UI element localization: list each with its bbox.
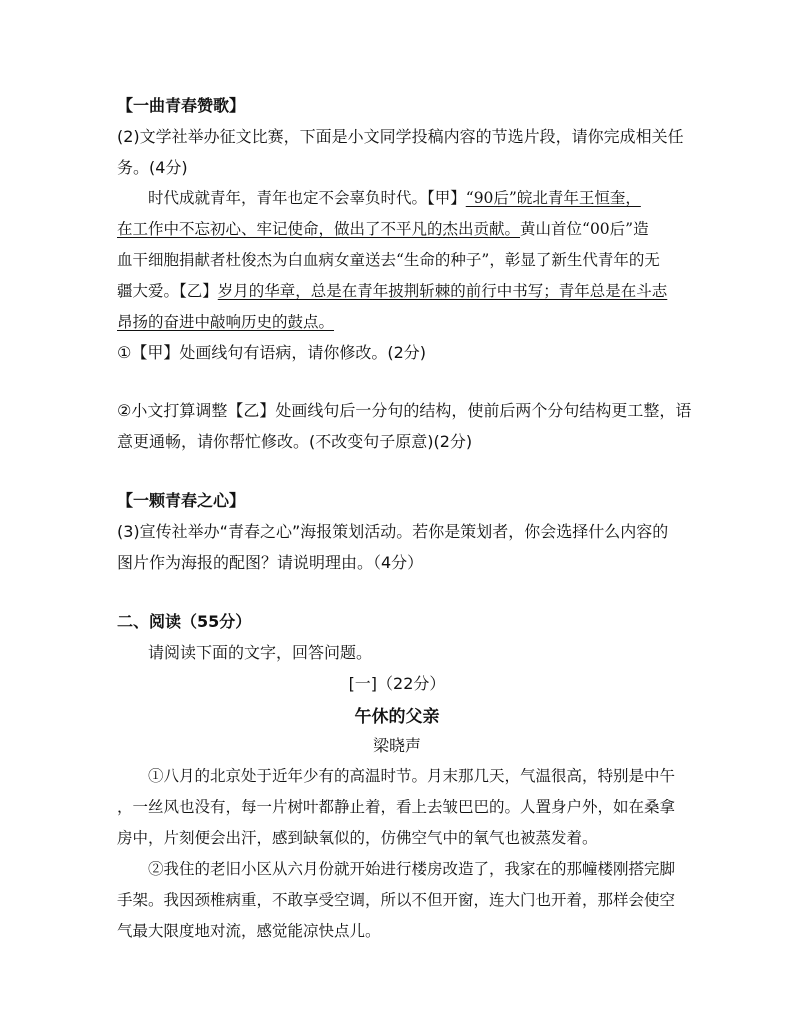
passage-line2-text: 黄山首位“00后”造 <box>520 220 649 238</box>
question-2-line2: 务。(4分) <box>117 158 188 177</box>
paragraph-1-line1: ①八月的北京处于近年少有的高温时节。月末那几天，气温很高，特别是中午 <box>148 767 676 785</box>
underlined-sentence-jia-part2: 在工作中不忘初心、牢记使命，做出了不平凡的杰出贡献。 <box>117 220 521 238</box>
paragraph-1-line2: ，一丝风也没有，每一片树叶都静止着，看上去皱巴巴的。人置身户外，如在桑拿 <box>117 798 676 816</box>
paragraph-1-line3: 房中，片刻便会出汗，感到缺氧似的，仿佛空气中的氧气也被蒸发着。 <box>117 829 598 847</box>
paragraph-2-line1: ②我住的老旧小区从六月份就开始进行楼房改造了，我家在的那幢楼刚搭完脚 <box>148 860 676 878</box>
passage-line1 <box>148 186 641 208</box>
passage-line2 <box>117 217 649 239</box>
reading-section-title: 二、阅读（55分） <box>117 612 252 631</box>
paragraph-2-line2: 手架。我因颈椎病重，不敢享受空调，所以不但开窗，连大门也开着，那样会使空 <box>117 891 676 909</box>
passage-line4-text: 疆大爱。【乙】 <box>117 282 218 300</box>
reading-part-label: [一]（22分） <box>348 674 446 693</box>
sub-question-1: ①【甲】处画线句有语病，请你修改。(2分) <box>117 343 427 362</box>
sub-question-2-line1: ②小文打算调整【乙】处画线句后一分句的结构，使前后两个分句结构更工整，语 <box>117 401 692 420</box>
sub-question-2-line2: 意更通畅，请你帮忙修改。(不改变句子原意)(2分) <box>117 432 473 451</box>
section-header-youth-heart: 【一颗青春之心】 <box>117 491 246 510</box>
passage-line3: 血干细胞捐献者杜俊杰为白血病女童送去“生命的种子”，彰显了新生代青年的无 <box>117 251 660 269</box>
question-3-line1: (3)宣传社举办“青春之心”海报策划活动。若你是策划者，你会选择什么内容的 <box>117 522 669 541</box>
article-author: 梁晓声 <box>372 736 421 755</box>
article-title: 午休的父亲 <box>354 707 440 727</box>
underlined-sentence-yi-part2: 昂扬的奋进中敲响历史的鼓点。 <box>117 313 335 331</box>
passage-line4 <box>117 279 667 301</box>
underlined-sentence-jia-part1: “90后”皖北青年王恒奎， <box>465 189 641 207</box>
reading-instruction: 请阅读下面的文字，回答问题。 <box>148 643 373 662</box>
passage-line1-text: 时代成就青年，青年也定不会辜负时代。【甲】 <box>148 189 466 207</box>
passage-line5 <box>117 310 334 332</box>
question-2-line1: (2)文学社举办征文比赛，下面是小文同学投稿内容的节选片段，请你完成相关任 <box>117 127 684 146</box>
paragraph-2-line3: 气最大限度地对流，感觉能凉快点儿。 <box>117 922 381 940</box>
underlined-sentence-yi-part1: 岁月的华章，总是在青年披荆斩棘的前行中书写；青年总是在斗志 <box>217 282 668 300</box>
section-header-youth-song: 【一曲青春赞歌】 <box>117 96 246 115</box>
question-3-line2: 图片作为海报的配图？请说明理由。（4分） <box>117 553 424 572</box>
